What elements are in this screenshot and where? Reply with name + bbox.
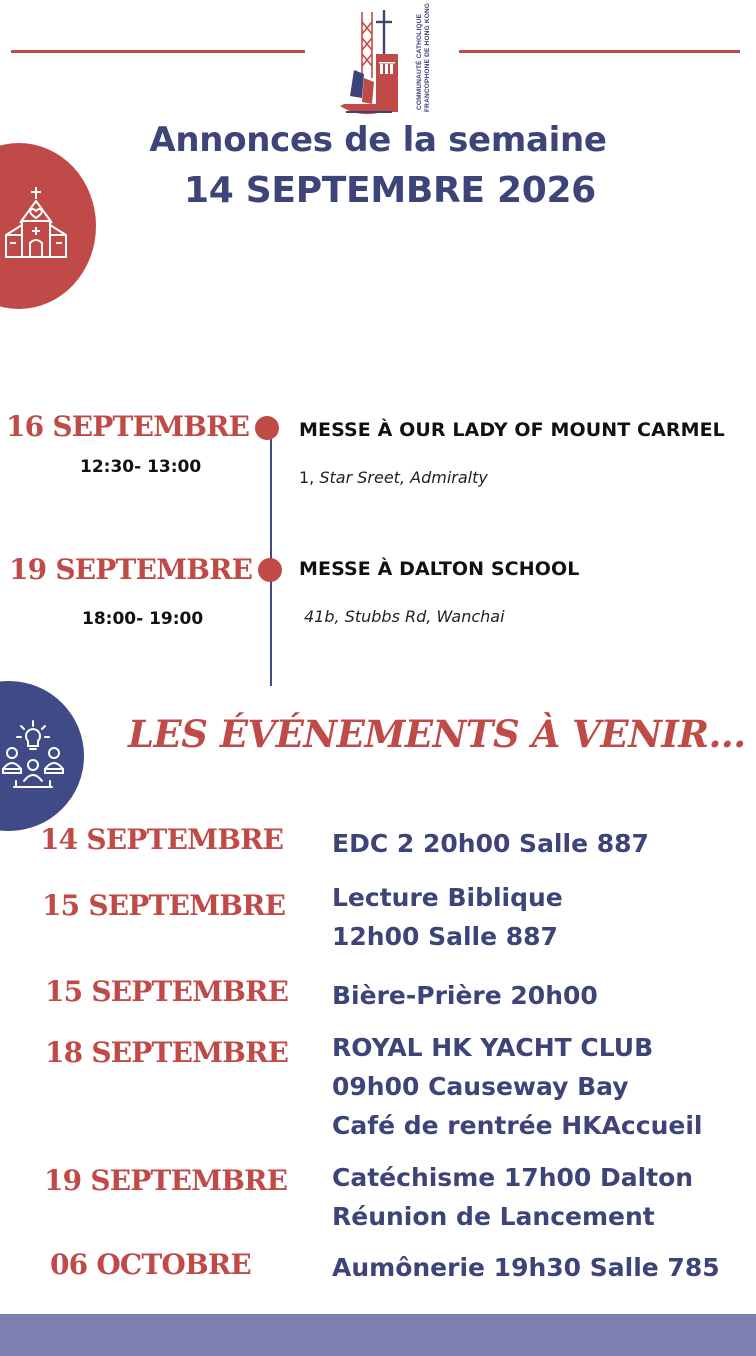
logo-text <box>410 2 440 112</box>
event-date: 18 SEPTEMBRE <box>45 1036 289 1069</box>
mass-date: 19 SEPTEMBRE <box>9 553 253 586</box>
mass-time: 12:30- 13:00 <box>80 457 202 477</box>
event-description: Lecture Biblique 12h00 Salle 887 <box>332 883 563 951</box>
page-title: Annonces de la semaine <box>149 120 607 160</box>
event-description: EDC 2 20h00 Salle 887 <box>332 829 649 858</box>
timeline-line <box>270 428 272 686</box>
logo-text-line2: FRANCOPHONE DE HONG KONG <box>424 2 431 112</box>
church-circle <box>0 143 96 309</box>
event-date: 15 SEPTEMBRE <box>45 975 289 1008</box>
mass-title: MESSE À OUR LADY OF MOUNT CARMEL <box>299 419 725 441</box>
timeline-dot <box>258 558 282 582</box>
mass-address: 1, Star Sreet, Admiralty <box>299 468 488 487</box>
footer-bar <box>0 1314 756 1356</box>
header-line-left <box>11 50 305 53</box>
logo-text-line1: COMMUNAUTÉ CATHOLIQUE <box>416 13 423 110</box>
timeline-dot <box>255 416 279 440</box>
event-description: ROYAL HK YACHT CLUB 09h00 Causeway Bay Café de rentrée HKAccueil <box>332 1033 703 1140</box>
event-description: Aumônerie 19h30 Salle 785 <box>332 1253 720 1282</box>
event-date: 14 SEPTEMBRE <box>40 823 284 856</box>
mass-address: 41b, Stubbs Rd, Wanchai <box>304 607 505 626</box>
event-description: Catéchisme 17h00 Dalton Réunion de Lancement <box>332 1163 694 1231</box>
mass-date: 16 SEPTEMBRE <box>6 410 250 443</box>
events-circle <box>0 681 84 831</box>
community-lightbulb-icon <box>0 717 70 795</box>
church-icon <box>0 185 72 261</box>
header-line-right <box>459 50 740 53</box>
event-date: 06 OCTOBRE <box>50 1248 251 1281</box>
page-date: 14 SEPTEMBRE 2026 <box>184 170 596 211</box>
mass-title: MESSE À DALTON SCHOOL <box>299 558 580 580</box>
event-date: 19 SEPTEMBRE <box>44 1164 288 1197</box>
mass-time: 18:00- 19:00 <box>82 609 204 629</box>
events-heading: LES ÉVÉNEMENTS À VENIR... <box>128 712 746 756</box>
event-date: 15 SEPTEMBRE <box>42 889 286 922</box>
event-description: Bière-Prière 20h00 <box>332 981 598 1010</box>
